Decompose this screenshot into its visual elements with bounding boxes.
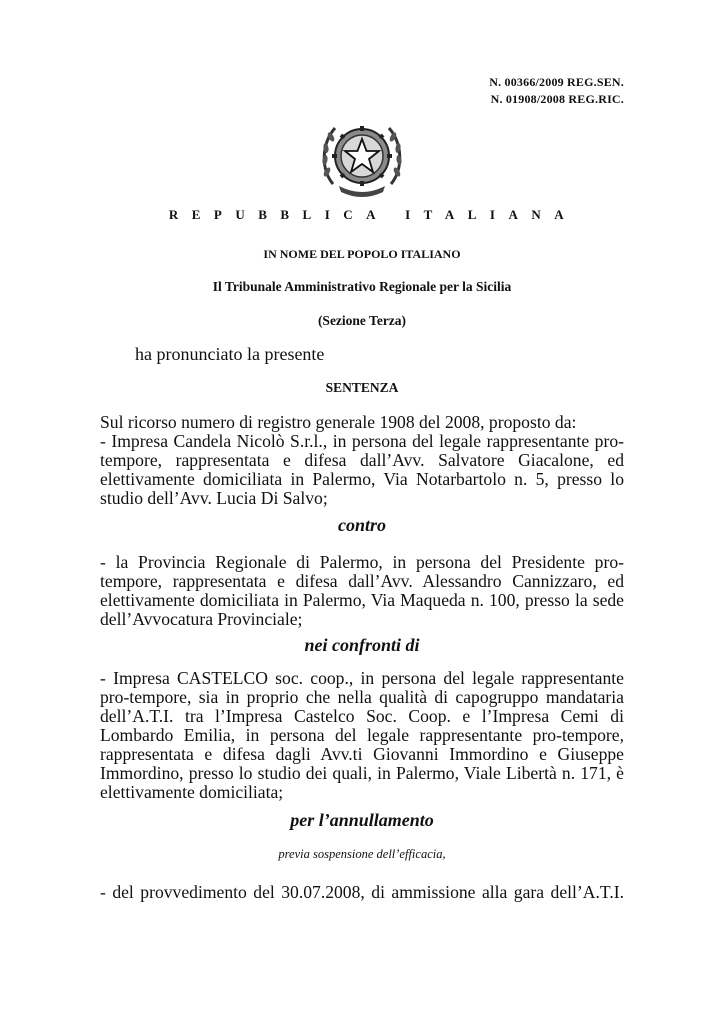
paragraph-line: tempore, rappresentata e difesa dall’Avv. Alessandro Cannizzaro, ed <box>100 571 624 591</box>
tribunale-heading: Il Tribunale Amministrativo Regionale per la Sicilia <box>212 279 512 294</box>
popolo-heading: IN NOME DEL POPOLO ITALIANO <box>263 247 461 261</box>
paragraph-line: elettivamente domiciliata in Palermo, Via Maqueda n. 100, presso la sede <box>100 590 624 610</box>
annullamento-heading: per l’annullamento <box>290 810 434 830</box>
paragraph-line: studio dell’Avv. Lucia Di Salvo; <box>100 488 328 508</box>
paragraph-line: Sul ricorso numero di registro generale 1908 del 2008, proposto da: <box>100 412 577 432</box>
pronunciato-line: ha pronunciato la presente <box>135 344 325 364</box>
contro-heading: contro <box>337 515 386 535</box>
paragraph-line: - del provvedimento del 30.07.2008, di ammissione alla gara dell’A.T.I. <box>100 882 624 902</box>
paragraph-line: Immordino, presso lo studio dei quali, in Palermo, Viale Libertà n. 171, è <box>100 763 624 783</box>
paragraph-line: tempore, rappresentata e difesa dall’Avv. Salvatore Giacalone, ed <box>100 450 624 470</box>
contro-paragraph <box>100 553 624 629</box>
reg-ric-number: N. 01908/2008 REG.RIC. <box>490 92 624 106</box>
paragraph-line: - la Provincia Regionale di Palermo, in persona del Presidente pro- <box>100 552 624 572</box>
paragraph-line: Lombardo Emilia, in persona del legale rappresentante pro-tempore, <box>100 725 624 745</box>
annullamento-subheading: previa sospensione dell’efficacia, <box>278 847 446 861</box>
italian-republic-emblem-icon <box>317 114 407 200</box>
confronti-paragraph <box>100 669 624 802</box>
reg-sen-number: N. 00366/2009 REG.SEN. <box>489 75 624 89</box>
confronti-heading: nei confronti di <box>304 635 420 655</box>
paragraph-line: elettivamente domiciliata in Palermo, Via Notarbartolo n. 5, presso lo <box>100 469 624 489</box>
paragraph-line: dell’A.T.I. tra l’Impresa Castelco Soc. Coop. e l’Impresa Cemi di <box>100 706 624 726</box>
paragraph-line: pro-tempore, sia in proprio che nella qualità di capogruppo mandataria <box>100 687 624 707</box>
annullamento-paragraph <box>100 883 624 902</box>
sentenza-heading: SENTENZA <box>325 380 399 395</box>
paragraph-line: rappresentata e difesa dagli Avv.ti Giovanni Immordino e Giuseppe <box>100 744 624 764</box>
paragraph-line: - Impresa CASTELCO soc. coop., in persona del legale rappresentante <box>100 668 624 688</box>
sezione-heading: (Sezione Terza) <box>317 313 407 328</box>
paragraph-line: elettivamente domiciliata; <box>100 782 284 802</box>
republic-title: REPUBBLICA ITALIANA <box>168 207 578 222</box>
paragraph-line: dell’Avvocatura Provinciale; <box>100 609 303 629</box>
ricorso-paragraph <box>100 413 624 508</box>
registry-numbers <box>489 74 624 108</box>
paragraph-line: - Impresa Candela Nicolò S.r.l., in persona del legale rappresentante pro- <box>100 431 624 451</box>
